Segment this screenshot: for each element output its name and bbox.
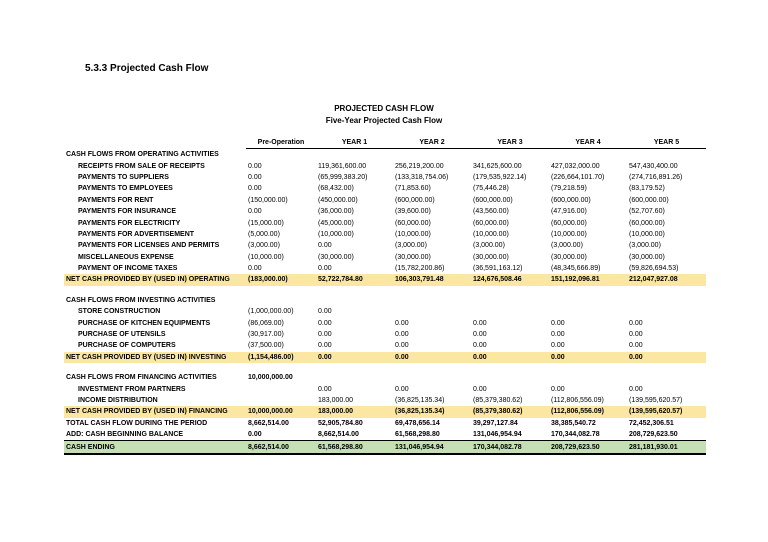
cell-value <box>471 306 549 317</box>
cell-value: 0.00 <box>318 342 332 350</box>
cell-value: 0.00 <box>549 352 627 363</box>
cell-value: (3,000.00) <box>248 242 280 250</box>
row-label: CASH FLOWS FROM FINANCING ACTIVITIES <box>66 374 217 382</box>
cell-value: (10,000.00) <box>629 230 665 238</box>
cell-value: (30,000.00) <box>629 253 665 261</box>
cell-value: 69,478,656.14 <box>395 419 440 427</box>
row-label: PAYMENTS FOR ADVERTISEMENT <box>78 230 195 238</box>
cell-value <box>471 295 549 306</box>
cell-value <box>549 295 627 306</box>
cell-value: 547,430,400.00 <box>629 162 678 170</box>
cell-value: (3,000.00) <box>551 242 583 250</box>
cell-value: (30,000.00) <box>551 253 587 261</box>
cell-value <box>316 295 393 306</box>
cell-value: (60,000.00) <box>629 219 665 227</box>
row-label: PURCHASE OF UTENSILS <box>78 331 166 339</box>
line-item-row <box>64 183 706 194</box>
cell-value: 131,046,954.94 <box>393 441 471 454</box>
cell-value: 256,219,200.00 <box>395 162 444 170</box>
cell-value: (85,379,380.62) <box>473 397 523 404</box>
cell-value: 8,662,514.00 <box>318 431 359 439</box>
cell-value: (83,179.52) <box>629 185 665 193</box>
cell-value: 38,385,540.72 <box>551 419 596 427</box>
section-header-investing <box>64 295 706 306</box>
report-subtitle: Five-Year Projected Cash Flow <box>325 116 443 125</box>
cell-value: 0.00 <box>248 208 262 216</box>
row-label: PAYMENTS FOR ELECTRICITY <box>78 219 181 227</box>
row-label: PAYMENTS TO SUPPLIERS <box>78 173 169 181</box>
cell-value: (39,600.00) <box>395 208 431 216</box>
cell-value: (68,432.00) <box>318 185 354 193</box>
cell-value: 0.00 <box>248 431 262 439</box>
column-header-row <box>64 136 706 149</box>
cell-value: 0.00 <box>473 385 487 393</box>
cell-value: 61,568,298.80 <box>316 441 393 454</box>
cell-value: 0.00 <box>318 308 332 316</box>
row-label: NET CASH PROVIDED BY (USED IN) INVESTING <box>64 352 246 363</box>
column-header: YEAR 4 <box>549 136 627 149</box>
cell-value: (10,000.00) <box>395 230 431 238</box>
cell-value: (10,000.00) <box>248 253 284 261</box>
cell-value: (179,535,922.14) <box>473 173 527 181</box>
cell-value <box>471 149 549 161</box>
line-item-row <box>64 217 706 228</box>
cell-value: (150,000.00) <box>248 196 288 204</box>
row-label: PAYMENT OF INCOME TAXES <box>78 265 178 273</box>
cell-value: (15,782,200.86) <box>395 265 445 273</box>
cell-value: (1,154,486.00) <box>246 352 316 363</box>
cell-value: (5,000.00) <box>248 230 280 238</box>
row-label: MISCELLANEOUS EXPENSE <box>78 253 174 261</box>
row-label: PAYMENTS FOR RENT <box>78 196 154 204</box>
cell-value <box>393 149 471 161</box>
cell-value: 39,297,127.84 <box>473 419 518 427</box>
cell-value: 0.00 <box>318 331 332 339</box>
cell-value: (600,000.00) <box>629 196 669 204</box>
cell-value <box>393 372 471 383</box>
cell-value <box>246 395 316 406</box>
report-title: PROJECTED CASH FLOW <box>334 104 434 113</box>
cell-value: (30,917.00) <box>248 331 284 339</box>
cell-value: 281,181,930.01 <box>627 441 706 454</box>
cell-value: 0.00 <box>248 185 262 193</box>
cell-value: (36,825,135.34) <box>395 397 445 404</box>
row-label: PAYMENTS FOR LICENSES AND PERMITS <box>78 242 220 250</box>
cell-value: 0.00 <box>395 319 409 327</box>
column-header: Pre-Operation <box>246 136 316 149</box>
cell-value: 0.00 <box>473 331 487 339</box>
line-item-row <box>64 160 706 171</box>
cell-value: (10,000.00) <box>473 230 509 238</box>
line-item-row <box>64 317 706 328</box>
cell-value: (36,000.00) <box>318 208 354 216</box>
cell-value: (71,853.60) <box>395 185 431 193</box>
cell-value: 208,729,623.50 <box>629 431 678 439</box>
line-item-row <box>64 306 706 317</box>
cell-value: 0.00 <box>551 331 565 339</box>
row-label: INVESTMENT FROM PARTNERS <box>78 385 186 393</box>
row-label: NET CASH PROVIDED BY (USED IN) FINANCING <box>64 406 246 417</box>
line-item-row <box>64 206 706 217</box>
cell-value: 0.00 <box>473 342 487 350</box>
cell-value: 0.00 <box>248 265 262 273</box>
cell-value: (1,000,000.00) <box>248 308 294 316</box>
cell-value: (37,500.00) <box>248 342 284 350</box>
cell-value: (450,000.00) <box>318 196 358 204</box>
cell-value <box>316 149 393 161</box>
cell-value: 208,729,623.50 <box>549 441 627 454</box>
cell-value: 0.00 <box>471 352 549 363</box>
cell-value: (133,318,754.06) <box>395 173 449 181</box>
cell-value: 183,000.00 <box>318 397 354 404</box>
cell-value: 0.00 <box>316 352 393 363</box>
cell-value: (139,595,620.57) <box>629 397 683 404</box>
row-label: CASH FLOWS FROM OPERATING ACTIVITIES <box>66 150 219 158</box>
cell-value: 212,047,927.08 <box>627 274 706 285</box>
cell-value: 106,303,791.48 <box>393 274 471 285</box>
cell-value: 0.00 <box>248 162 262 170</box>
row-label: ADD: CASH BEGINNING BALANCE <box>66 431 184 439</box>
cell-value: 119,361,600.00 <box>318 162 367 170</box>
cell-value: 124,676,508.46 <box>471 274 549 285</box>
cell-value: 10,000,000.00 <box>246 406 316 417</box>
line-item-row <box>64 240 706 251</box>
cash-ending-row <box>64 441 706 454</box>
cell-value: (226,664,101.70) <box>551 173 605 181</box>
cell-value <box>627 372 706 383</box>
cell-value: 0.00 <box>551 342 565 350</box>
row-label: PURCHASE OF KITCHEN EQUIPMENTS <box>78 319 211 327</box>
header-spacer <box>64 136 246 149</box>
cell-value: 170,344,082.78 <box>551 431 600 439</box>
row-label: PAYMENTS FOR INSURANCE <box>78 208 177 216</box>
cell-value: 0.00 <box>248 173 262 181</box>
row-label: PURCHASE OF COMPUTERS <box>78 342 176 350</box>
cell-value: (30,000.00) <box>395 253 431 261</box>
cell-value: 0.00 <box>318 319 332 327</box>
row-label: CASH ENDING <box>64 441 246 454</box>
cell-value: (274,716,891.26) <box>629 173 683 181</box>
row-label: RECEIPTS FROM SALE OF RECEIPTS <box>78 162 205 170</box>
cell-value: (59,826,694.53) <box>629 265 679 273</box>
cell-value: 10,000,000.00 <box>248 374 293 382</box>
cell-value: (36,825,135.34) <box>393 406 471 417</box>
line-item-row <box>64 195 706 206</box>
line-item-row <box>64 263 706 274</box>
cell-value: 8,662,514.00 <box>248 419 289 427</box>
cell-value <box>246 149 316 161</box>
cell-value: 131,046,954.94 <box>473 431 522 439</box>
cell-value: 0.00 <box>629 342 643 350</box>
cell-value: 52,722,784.80 <box>316 274 393 285</box>
cell-value: 151,192,096.81 <box>549 274 627 285</box>
net-operating-row <box>64 274 706 285</box>
cell-value: (10,000.00) <box>551 230 587 238</box>
cell-value: 0.00 <box>395 331 409 339</box>
cell-value: 0.00 <box>629 331 643 339</box>
section-header-operating <box>64 149 706 161</box>
column-header: YEAR 3 <box>471 136 549 149</box>
cell-value: 0.00 <box>551 385 565 393</box>
row-label: PAYMENTS TO EMPLOYEES <box>78 185 173 193</box>
cell-value <box>627 295 706 306</box>
cell-value <box>549 306 627 317</box>
line-item-row <box>64 172 706 183</box>
cell-value: 0.00 <box>393 352 471 363</box>
cell-value: (48,345,666.89) <box>551 265 601 273</box>
cell-value: (45,000.00) <box>318 219 354 227</box>
cell-value <box>246 383 316 394</box>
cell-value: (75,446.28) <box>473 185 509 193</box>
summary-row <box>64 429 706 441</box>
cell-value: 183,000.00 <box>316 406 393 417</box>
cell-value: (600,000.00) <box>395 196 435 204</box>
cell-value: (60,000.00) <box>473 219 509 227</box>
cell-value: 427,032,000.00 <box>551 162 600 170</box>
cell-value: (3,000.00) <box>473 242 505 250</box>
cell-value: 0.00 <box>395 342 409 350</box>
column-header: YEAR 1 <box>316 136 393 149</box>
row-label: NET CASH PROVIDED BY (USED IN) OPERATING <box>64 274 246 285</box>
cell-value: 0.00 <box>318 265 332 273</box>
spacer-row <box>64 363 706 372</box>
cell-value <box>549 372 627 383</box>
cell-value: (30,000.00) <box>318 253 354 261</box>
cell-value: 0.00 <box>629 319 643 327</box>
line-item-row <box>64 229 706 240</box>
cell-value: 341,625,600.00 <box>473 162 522 170</box>
cell-value <box>471 372 549 383</box>
spacer-row <box>64 286 706 295</box>
cell-value: (43,560.00) <box>473 208 509 216</box>
net-financing-row <box>64 406 706 417</box>
cell-value: 52,905,784.80 <box>318 419 363 427</box>
cell-value: (3,000.00) <box>629 242 661 250</box>
cell-value: (139,595,620.57) <box>627 406 706 417</box>
cell-value <box>627 306 706 317</box>
cell-value: (79,218.59) <box>551 185 587 193</box>
column-header: YEAR 5 <box>627 136 706 149</box>
line-item-row <box>64 395 706 406</box>
cell-value <box>549 149 627 161</box>
line-item-row <box>64 252 706 263</box>
row-label: CASH FLOWS FROM INVESTING ACTIVITIES <box>66 296 216 304</box>
cell-value <box>627 149 706 161</box>
cell-value <box>316 372 393 383</box>
line-item-row <box>64 383 706 394</box>
cell-value: (30,000.00) <box>473 253 509 261</box>
line-item-row <box>64 340 706 351</box>
cell-value: (85,379,380.62) <box>471 406 549 417</box>
line-item-row <box>64 329 706 340</box>
cell-value: 72,452,306.51 <box>629 419 674 427</box>
summary-row <box>64 418 706 429</box>
section-header-financing <box>64 372 706 383</box>
row-label: TOTAL CASH FLOW DURING THE PERIOD <box>66 419 208 427</box>
cell-value: (65,999,383.20) <box>318 173 368 181</box>
cell-value: 0.00 <box>318 385 332 393</box>
cell-value <box>393 295 471 306</box>
cell-value: (15,000.00) <box>248 219 284 227</box>
cell-value: 0.00 <box>551 319 565 327</box>
cash-flow-table <box>64 136 706 455</box>
cell-value: (600,000.00) <box>473 196 513 204</box>
row-label: STORE CONSTRUCTION <box>78 308 161 316</box>
cell-value: (60,000.00) <box>551 219 587 227</box>
cell-value: (47,916.00) <box>551 208 587 216</box>
cell-value: 8,662,514.00 <box>246 441 316 454</box>
cell-value <box>246 295 316 306</box>
cell-value: 0.00 <box>473 319 487 327</box>
cell-value: (86,069.00) <box>248 319 284 327</box>
cell-value <box>393 306 471 317</box>
net-investing-row <box>64 352 706 363</box>
cell-value: 61,568,298.80 <box>395 431 440 439</box>
cell-value: (600,000.00) <box>551 196 591 204</box>
cell-value: (60,000.00) <box>395 219 431 227</box>
section-heading: 5.3.3 Projected Cash Flow <box>85 63 209 74</box>
cell-value: (10,000.00) <box>318 230 354 238</box>
row-label: INCOME DISTRIBUTION <box>78 397 158 404</box>
cell-value: 0.00 <box>629 385 643 393</box>
cell-value: (3,000.00) <box>395 242 427 250</box>
column-header: YEAR 2 <box>393 136 471 149</box>
cell-value: 170,344,082.78 <box>471 441 549 454</box>
cell-value: 0.00 <box>627 352 706 363</box>
cell-value: 0.00 <box>318 242 332 250</box>
cell-value: (112,806,556.09) <box>551 397 604 404</box>
cell-value: (52,707.60) <box>629 208 665 216</box>
cell-value: (112,806,556.09) <box>549 406 627 417</box>
cell-value: 0.00 <box>395 385 409 393</box>
cell-value: (36,591,163.12) <box>473 265 523 273</box>
cell-value: (183,000.00) <box>246 274 316 285</box>
